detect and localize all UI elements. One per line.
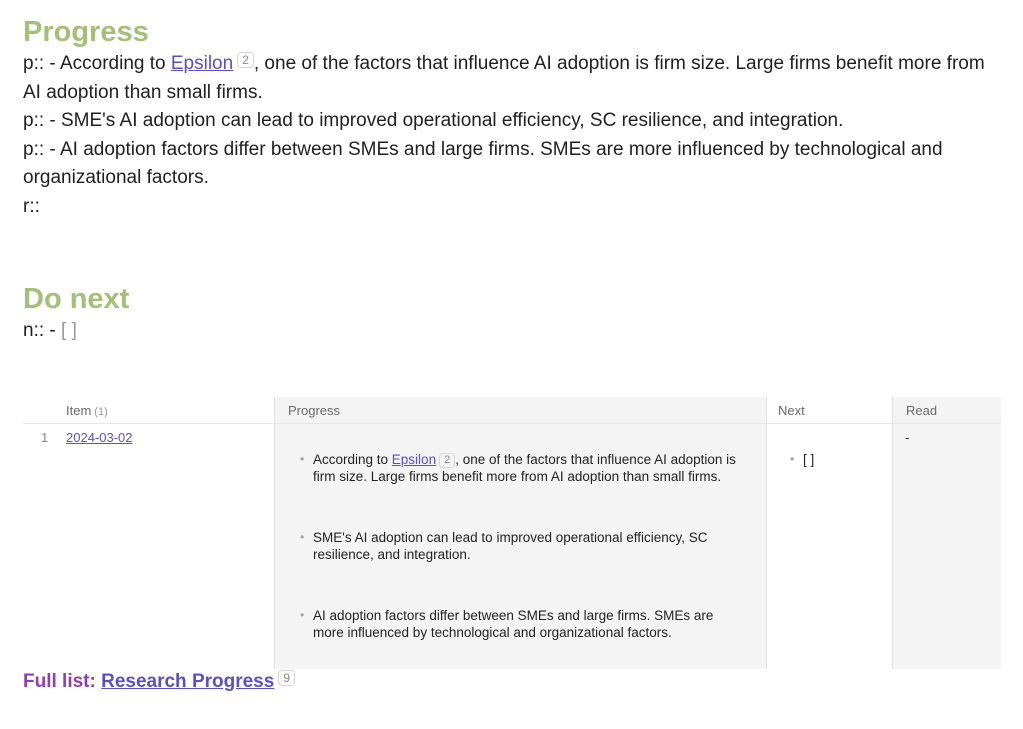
query-table (23, 397, 1000, 669)
progress-line-3: p:: - AI adoption factors differ between SMEs and large firms. SMEs are more influenced by technological and organizational factors. (23, 138, 943, 188)
epsilon-backlink-count: 2 (439, 453, 455, 468)
next-checkbox[interactable]: • [ ] (765, 451, 892, 468)
progress-line-1: p:: - According to Epsilon 2 , one of the factors that influence AI adoption is firm size. Large firms benefit more from AI adoption than small firms. (23, 53, 985, 103)
list-item: • SME's AI adoption can lead to improved operational efficiency, SC resilience, and integration. (275, 529, 766, 563)
progress-line-2: p:: - SME's AI adoption can lead to improved operational efficiency, SC resilience, and integration. (23, 110, 844, 131)
epsilon-backlink-count: 2 (237, 52, 254, 68)
progress-list (275, 451, 766, 685)
progress-heading: Progress (23, 16, 149, 48)
item-date-link[interactable]: 2024-03-02 (66, 430, 133, 445)
row-number-column (23, 397, 53, 669)
progress-column-header[interactable]: Progress (275, 397, 766, 424)
row-number: 1 (41, 430, 49, 445)
item-count: (1) (94, 406, 108, 418)
read-column-header[interactable]: Read (893, 397, 1001, 424)
research-progress-count: 9 (278, 670, 295, 686)
task-checkbox[interactable]: [ ] (61, 320, 77, 341)
progress-line-4: r:: (23, 195, 40, 217)
research-progress-link[interactable]: Research Progress (101, 671, 275, 692)
next-list (765, 451, 892, 468)
full-list-footer (23, 670, 295, 693)
item-column-header[interactable]: Item (1) (53, 397, 274, 424)
full-list-label: Full list: (23, 671, 102, 692)
epsilon-link[interactable]: Epsilon (391, 452, 437, 467)
epsilon-link[interactable]: Epsilon (170, 53, 234, 74)
read-column (892, 397, 1001, 669)
list-item: • AI adoption factors differ between SMEs and large firms. SMEs are more influenced by technological and organizational factors. (275, 607, 766, 641)
item-column (53, 397, 274, 669)
do-next-line: n:: - [ ] (23, 320, 77, 341)
list-item: • According to Epsilon 2 , one of the factors that influence AI adoption is firm size. Large firms benefit more from AI adoption than small firms. (275, 451, 766, 485)
note-body (23, 14, 1000, 346)
next-column (765, 397, 892, 669)
read-value: - (905, 430, 910, 445)
progress-column (274, 397, 767, 669)
do-next-heading: Do next (23, 283, 130, 315)
next-column-header[interactable]: Next (765, 397, 892, 424)
